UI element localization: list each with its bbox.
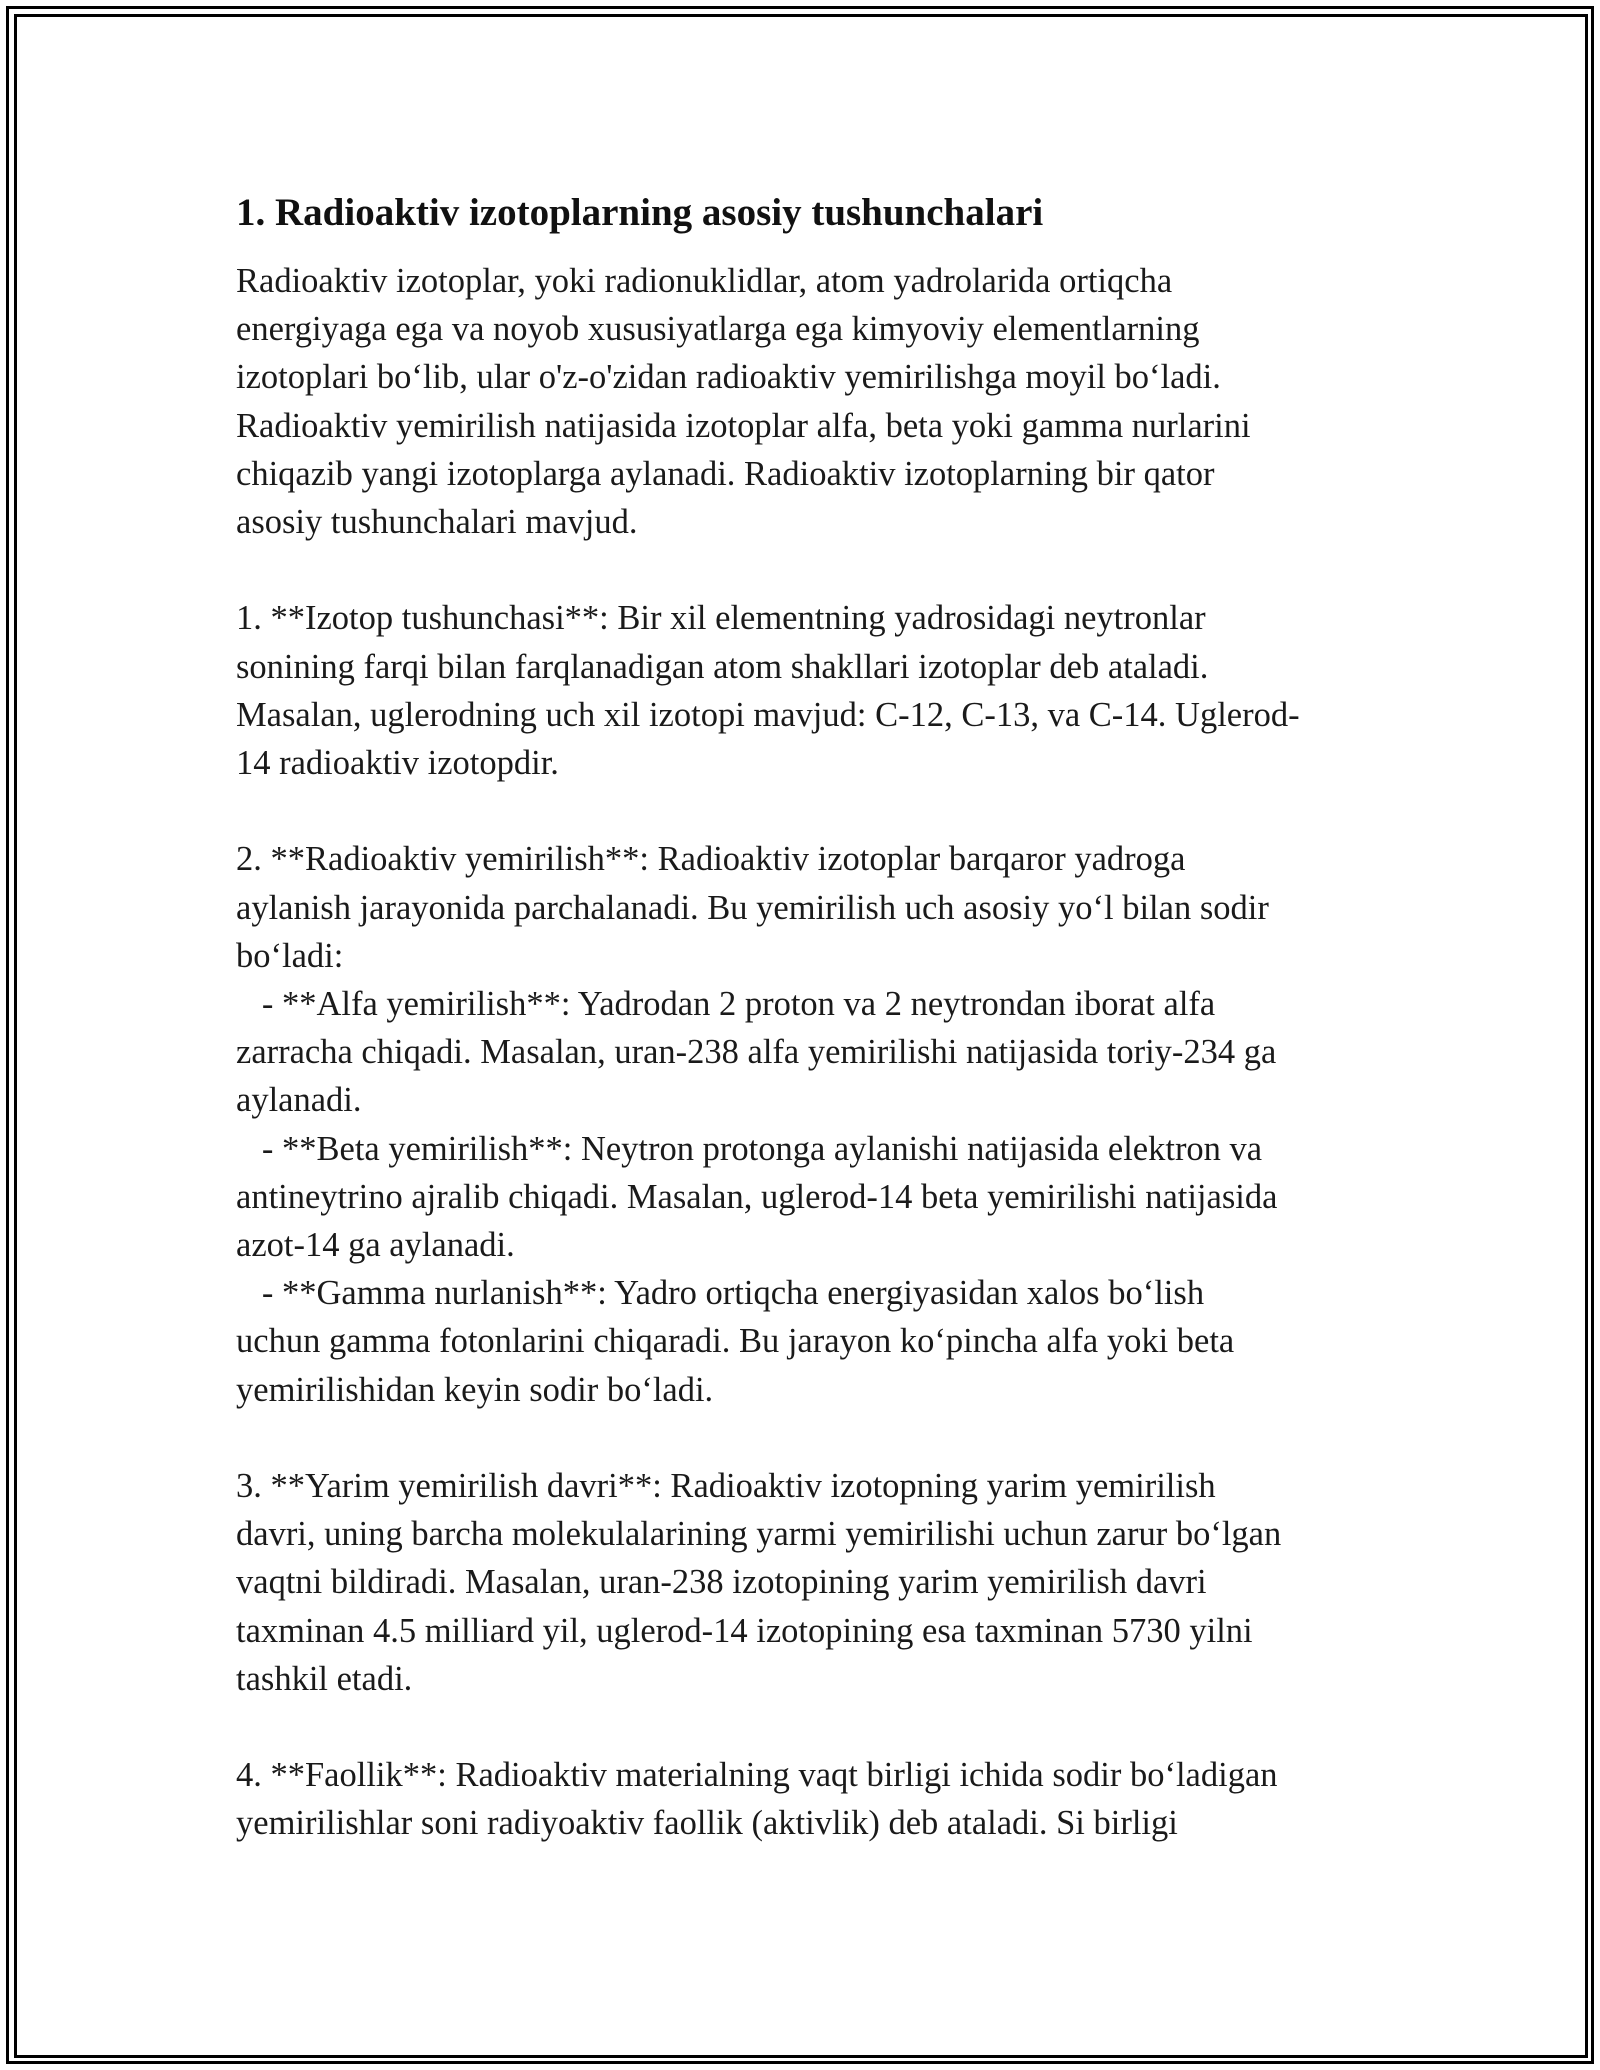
text-line: sonining farqi bilan farqlanadigan atom shakllari izotoplar deb ataladi. [236, 647, 1209, 686]
text-line: vaqtni bildiradi. Masalan, uran-238 izotopining yarim yemirilish davri [236, 1563, 1207, 1602]
text-line: chiqazib yangi izotoplarga aylanadi. Radioaktiv izotoplarning bir qator [236, 454, 1215, 493]
text-line: antineytrino ajralib chiqadi. Masalan, uglerod-14 beta yemirilishi natijasida [236, 1177, 1278, 1216]
item-isotope-concept [236, 594, 1376, 787]
text-line: Radioaktiv yemirilish natijasida izotoplar alfa, beta yoki gamma nurlarini [236, 406, 1251, 445]
sub-item-line: - **Beta yemirilish**: Neytron protonga aylanishi natijasida elektron va [236, 1129, 1263, 1168]
text-line: yemirilishlar soni radiyoaktiv faollik (aktivlik) deb ataladi. Si birligi [236, 1804, 1178, 1843]
text-line: 4. **Faollik**: Radioaktiv materialning vaqt birligi ichida sodir bo‘ladigan [236, 1756, 1278, 1795]
text-line: 14 radioaktiv izotopdir. [236, 744, 559, 783]
text-line: 3. **Yarim yemirilish davri**: Radioaktiv izotopning yarim yemirilish [236, 1467, 1216, 1506]
text-line: aylanish jarayonida parchalanadi. Bu yemirilish uch asosiy yo‘l bilan sodir [236, 888, 1269, 927]
text-line: 1. **Izotop tushunchasi**: Bir xil elementning yadrosidagi neytronlar [236, 599, 1206, 638]
item-radioactive-decay [236, 835, 1376, 1413]
intro-paragraph [236, 257, 1376, 546]
text-line: asosiy tushunchalari mavjud. [236, 503, 638, 542]
text-line: taxminan 4.5 milliard yil, uglerod-14 izotopining esa taxminan 5730 yilni [236, 1611, 1253, 1650]
text-line: energiyaga ega va noyob xususiyatlarga ega kimyoviy elementlarning [236, 310, 1200, 349]
section-heading: 1. Radioaktiv izotoplarning asosiy tushunchalari [236, 191, 1044, 234]
text-line: Radioaktiv izotoplar, yoki radionuklidlar, atom yadrolarida ortiqcha [236, 262, 1173, 300]
document-page [236, 186, 1376, 1848]
text-line: izotoplari bo‘lib, ular o'z-o'zidan radioaktiv yemirilishga moyil bo‘ladi. [236, 358, 1221, 397]
text-line: 2. **Radioaktiv yemirilish**: Radioaktiv izotoplar barqaror yadroga [236, 840, 1186, 879]
text-line: bo‘ladi: [236, 936, 344, 975]
text-line: yemirilishidan keyin sodir bo‘ladi. [236, 1370, 714, 1409]
text-line: azot-14 ga aylanadi. [236, 1226, 515, 1265]
text-line: uchun gamma fotonlarini chiqaradi. Bu jarayon ko‘pincha alfa yoki beta [236, 1322, 1235, 1361]
item-activity [236, 1751, 1376, 1847]
sub-item-line: - **Gamma nurlanish**: Yadro ortiqcha energiyasidan xalos bo‘lish [236, 1274, 1205, 1313]
sub-item-line: - **Alfa yemirilish**: Yadrodan 2 proton va 2 neytrondan iborat alfa [236, 985, 1216, 1024]
item-half-life [236, 1462, 1376, 1703]
text-line: tashkil etadi. [236, 1659, 413, 1698]
text-line: davri, uning barcha molekulalarining yarmi yemirilishi uchun zarur bo‘lgan [236, 1515, 1282, 1554]
text-line: aylanadi. [236, 1081, 362, 1120]
text-line: zarracha chiqadi. Masalan, uran-238 alfa yemirilishi natijasida toriy-234 ga [236, 1033, 1277, 1072]
text-line: Masalan, uglerodning uch xil izotopi mavjud: C-12, C-13, va C-14. Uglerod- [236, 695, 1300, 734]
